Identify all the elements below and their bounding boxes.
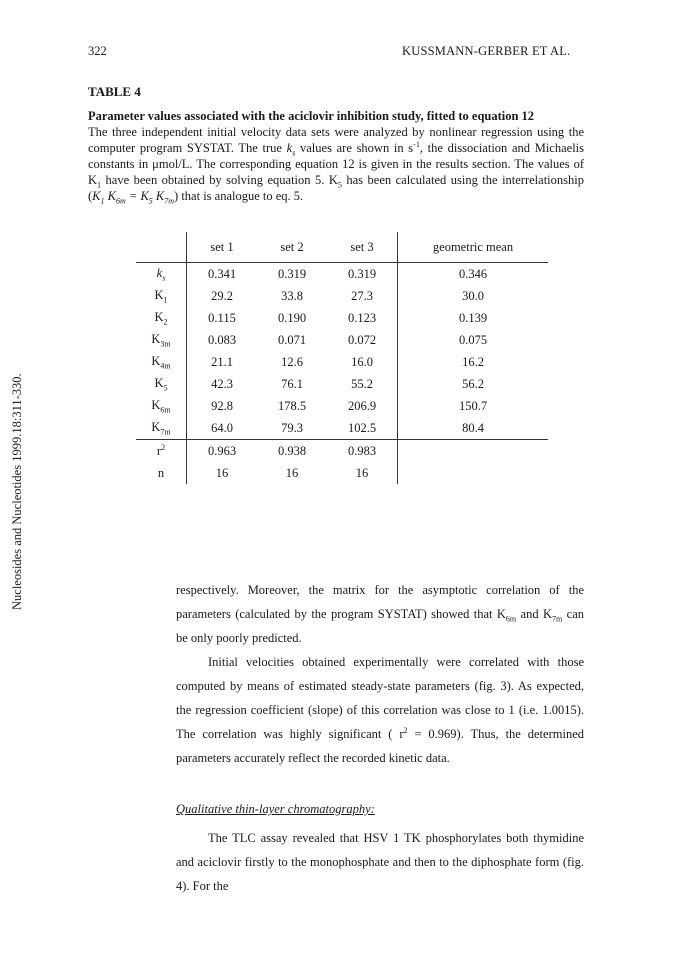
table-cell <box>398 440 549 463</box>
table-cell: 42.3 <box>187 373 258 395</box>
table-cell: 0.983 <box>347 443 377 458</box>
parameter-name: $K_{7m}$ <box>136 417 187 440</box>
caption-sup: -1 <box>413 139 420 149</box>
table-caption <box>88 108 584 204</box>
running-title: KUSSMANN-GERBER ET AL. <box>402 44 571 58</box>
table-row <box>136 395 548 417</box>
caption-k: k <box>286 141 293 155</box>
table-row <box>136 462 548 484</box>
table-cell: 21.1 <box>187 351 258 373</box>
paragraph: Initial velocities obtained experimentally were correlated with those computed by means of estimated steady-state parameters (fig. 3). As expected, the regression coefficient (slope) of this correlation was close to 1 (i.e. 1.0015). The correlation was highly significant ( $r^2 = 0.969$). Thus, the determined parameters accurately reflect the recorded kinetic data. <box>176 655 584 765</box>
table-cell: 0.346 <box>398 263 549 286</box>
table-cell: 64.0 <box>187 417 258 440</box>
table-row <box>136 285 548 307</box>
table-row <box>136 351 548 373</box>
table-cell: 33.8 <box>281 288 303 303</box>
table-header-cell: geometric mean <box>398 232 549 263</box>
table-title: Parameter values associated with the aciclovir inhibition study, fitted to equation 12 <box>88 109 535 123</box>
table-cell: 92.8 <box>187 395 258 417</box>
table-cell: 0.190 <box>277 310 307 325</box>
parameter-name: $K_2$ <box>154 309 168 327</box>
page-number: 322 <box>88 44 107 58</box>
table-header-cell: set 1 <box>187 232 258 263</box>
table-cell: 0.319 <box>347 266 377 281</box>
table-cell: 0.083 <box>187 329 258 351</box>
table-cell: 102.5 <box>327 417 398 440</box>
table-cell: 16 <box>187 462 258 484</box>
side-citation <box>10 330 30 630</box>
table-cell: 56.2 <box>398 373 549 395</box>
caption-part: The three independent initial velocity data sets were analyzed by nonlinear regression using the computer program SYSTAT. The true <box>88 125 584 155</box>
table-cell: 16 <box>355 465 369 480</box>
table-cell: 0.341 <box>187 263 258 286</box>
table-row <box>136 373 548 395</box>
table-cell: 0.139 <box>398 307 549 329</box>
parameter-name: $K_5$ <box>154 375 168 393</box>
parameter-name: $K_{4m}$ <box>151 353 171 371</box>
caption-part: , the dissociation and Michaelis constants in μmol/L. The corresponding equation 12 is given in the results section. The values of K <box>88 141 585 187</box>
caption-part: values are shown in s <box>295 141 414 155</box>
table-cell: 12.6 <box>281 354 303 369</box>
table-cell: 30.0 <box>398 285 549 307</box>
table-cell: 55.2 <box>351 376 373 391</box>
table-cell: 206.9 <box>347 398 377 413</box>
table-cell <box>398 462 549 484</box>
parameter-name: n <box>157 465 165 480</box>
table-header-cell: set 2 <box>257 232 327 263</box>
table-label: TABLE 4 <box>88 84 141 99</box>
caption-formula: $K_1$ $K_{6m} = K_5$ $K_{7m}$ <box>92 189 175 206</box>
paragraph: respectively. Moreover, the matrix for the asymptotic correlation of the parameters (calculated by the program SYSTAT) showed that $K_{6m}$ and $K_{7m}$ can be only poorly predicted. <box>176 583 584 645</box>
caption-sub: s <box>292 148 296 158</box>
table-cell: 0.115 <box>187 307 258 329</box>
table-cell: 0.072 <box>347 332 377 347</box>
parameter-table <box>136 232 548 484</box>
caption-sub: 1 <box>97 180 102 190</box>
table-row <box>136 329 548 351</box>
table-header-cell <box>136 232 187 263</box>
paragraph: The TLC assay revealed that HSV 1 TK phosphorylates both thymidine and aciclovir firstly to the monophosphate and then to the diphosphate form (fig. 4). For the <box>176 831 584 893</box>
caption-part: has been calculated using the interrelationship ( <box>88 173 584 203</box>
table-cell: 16.0 <box>351 354 373 369</box>
side-citation-text: Nucleosides and Nucleotides 1999.18:311-330. <box>10 373 24 610</box>
table-cell: 0.319 <box>277 266 307 281</box>
table-cell: 16 <box>285 465 299 480</box>
caption-part: have been obtained by solving equation 5. K <box>101 173 338 187</box>
caption-sub: 5 <box>337 180 342 190</box>
table-cell: 76.1 <box>281 376 303 391</box>
section-heading: Qualitative thin-layer chromatography: <box>176 802 375 816</box>
parameter-name: $r^2$ <box>156 442 166 459</box>
table-row <box>136 263 548 286</box>
table-cell: 150.7 <box>398 395 549 417</box>
table-cell: 80.4 <box>398 417 549 440</box>
table-row <box>136 417 548 440</box>
table-cell: 0.938 <box>277 443 307 458</box>
table-header-row <box>136 232 548 263</box>
caption-part: ) that is analogue to eq. 5. <box>174 189 304 203</box>
table-cell: 29.2 <box>187 285 258 307</box>
table-cell: 27.3 <box>351 288 373 303</box>
table-cell: 0.071 <box>277 332 307 347</box>
table-row <box>136 307 548 329</box>
table-cell: 0.123 <box>347 310 377 325</box>
table-body <box>136 263 548 485</box>
table-header-cell: set 3 <box>327 232 398 263</box>
table-cell: 178.5 <box>277 398 307 413</box>
parameter-name: $k_s$ <box>156 265 166 283</box>
parameter-name: $K_{3m}$ <box>151 331 171 349</box>
table-cell: 79.3 <box>257 417 327 440</box>
table-cell: 0.075 <box>398 329 549 351</box>
parameter-name: $K_1$ <box>154 287 168 305</box>
table-cell: 16.2 <box>398 351 549 373</box>
table-row <box>136 440 548 463</box>
parameter-name: $K_{6m}$ <box>151 397 171 415</box>
table-cell: 0.963 <box>187 440 258 463</box>
